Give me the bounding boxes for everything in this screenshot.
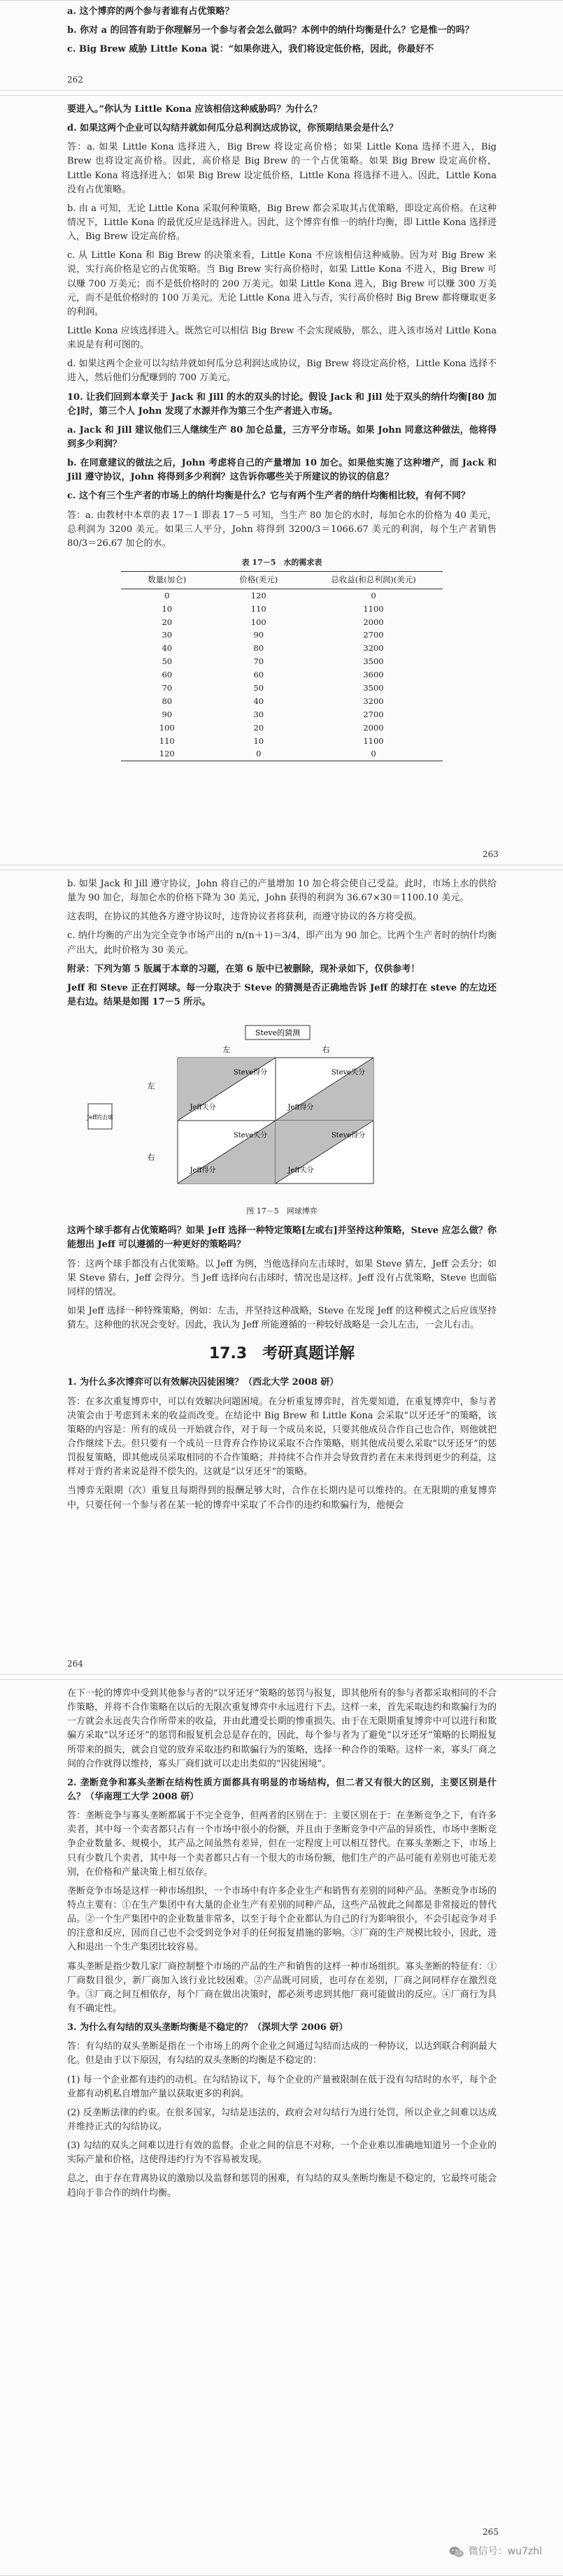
- table-cell: 2000: [363, 722, 384, 733]
- exam-answer-2-oligopoly: 寡头垄断是指少数几家厂商控制整个市场的产品的生产和销售的这样一种市场组织。寡头垄断的特征有：①厂商数目很少，新厂商加入该行业比较困难。②产品既可同质，也可存在差别，厂商之间同样存在激烈竞争。③厂商之间互相依存，每个厂商在做出决策时，都必须考虑到其他厂商可能做出的反应。④厂商行为具有不确定性。: [67, 1961, 497, 2014]
- table-cell: 50: [253, 683, 264, 693]
- section-title: 17.3 考研真题详解: [208, 1345, 355, 1363]
- question-b: b. 你对 a 的回答有助于你理解另一个参与者会怎么做吗？本例中的纳什均衡是什么？它是惟一的吗？: [67, 25, 474, 36]
- table-row: [121, 642, 442, 655]
- table-row: [121, 628, 442, 642]
- matrix-row-label: 左: [147, 1081, 155, 1091]
- tennis-game-matrix: [67, 1021, 375, 1196]
- table-cell: 120: [250, 590, 266, 600]
- page-262-content: [67, 5, 497, 62]
- page-263-content: [67, 103, 497, 761]
- matrix-col-label: 左: [222, 1045, 231, 1055]
- table-cell: 100: [250, 617, 266, 627]
- question-c: c. Big Brew 威胁 Little Kona 说：“如果你进入，我们将设定低价格，因此，你最好不: [67, 44, 434, 55]
- table-row: [121, 721, 442, 735]
- page-number: 263: [483, 849, 499, 859]
- watermark-text: 微信号：wu7zhl: [468, 2546, 542, 2558]
- table-cell: 100: [159, 722, 175, 733]
- exam-question-1: 1. 为什么多次博弈可以有效解决囚徒困境？（西北大学 2008 研）: [67, 1377, 339, 1388]
- table-cell: 3600: [363, 670, 384, 680]
- table-row: [121, 589, 442, 602]
- table-row: [121, 682, 442, 695]
- appendix-note: 附录：下列为第 5 版属于本章的习题，在第 6 版中已被删除，现补录如下，仅供参考！: [67, 963, 420, 974]
- question-a: a. 这个博弈的两个参与者谁有占优策略？: [67, 6, 234, 17]
- table-row: [121, 708, 442, 721]
- demand-table: [121, 571, 442, 761]
- table-cell: 30: [162, 630, 173, 640]
- cell-upper-payoff: Steve得分: [331, 1132, 366, 1140]
- table-cell: 30: [253, 709, 264, 719]
- table-cell: 1100: [363, 603, 384, 614]
- cell-lower-payoff: Jeff失分: [190, 1104, 216, 1112]
- answer-a: 答：a. 如果 Little Kona 选择进入，Big Brew 将设定高价格；如果 Little Kona 选择不进入，Big Brew 也将设定高价格。因此，高价格是 Big Brew 的一个占优策略。如果 Big Brew 设定高价格，Little Kona 将选择进入；如果 Big Brew 设定低价格，Little Kona 将选择不进入。因此，Little Kona 没有占优策略。: [67, 142, 497, 195]
- page-265: [0, 1679, 563, 2576]
- question-10b: b. 在同意建议的做法之后，John 考虑将自己的产量增加 10 加仑。如果他实施了这种增产，而 Jack 和 Jill 遵守协议，John 将得到多少利润？这告诉你哪些关于所建议的协议的信息？: [67, 458, 497, 483]
- exam-answer-2-monopolistic: 垄断竞争市场是这样一种市场组织，一个市场中有许多企业生产和销售有差别的同种产品。垄断竞争市场的特点主要有：①在生产集团中有大量的企业生产有差别的同种产品，这些产品彼此之间都是非常接近的替代品。②一个生产集团中的企业数量非常多，以至于每个企业都认为自己的行为影响很小，不会引起竞争对手的注意和反应，因而自己也不会受到竞争对手的任何报复措施的影响。③厂商的生产规模比较小，因此，进入和退出一个生产集团比较容易。: [67, 1885, 497, 1953]
- table-cell: 120: [121, 747, 213, 761]
- answer-10b: b. 如果 Jack 和 Jill 遵守协议，John 将自己的产量增加 10 加仑将会使自己受益。此时，市场上水的供给量为 90 加仑，每加仑水的价格下降为 30 美元，John 获得的利润为 36.67×30＝1100.10 美元。: [67, 879, 497, 904]
- answer-10c: c. 纳什均衡的产出为完全竞争市场产出的 n/(n＋1)＝3/4，即产出为 90 加仑。比两个生产者时的纳什均衡产出大，此时价格为 30 美元。: [67, 930, 497, 956]
- table-header-row: [121, 571, 442, 589]
- cell-lower-payoff: Jeff得分: [190, 1167, 216, 1175]
- matrix-row-label: 右: [147, 1153, 155, 1163]
- answer-c: c. 从 Little Kona 和 Big Brew 的决策来看，Little Kona 不应该相信这种威胁。因为对 Big Brew 来说，实行高价格是它的占优策略。当 Big Brew 实行高价格时，如果 Little Kona 不进入，Big Brew 可以赚 700 万美元；而不是低价格时的 200 万美元。如果 Little Kona 进入，Big Brew 可以赚 300 万美元，而不是低价格时的 100 万美元。无论 Little Kona 进入与否，实行高价格时 Big Brew 都将赚取更多的利润。: [67, 250, 497, 317]
- table-cell: 0: [304, 747, 442, 761]
- page-265-content: [67, 1687, 497, 2206]
- table-row: [121, 668, 442, 682]
- question-10: 10. 让我们回到本章关于 Jack 和 Jill 的水的双头的讨论。假设 Jack 和 Jill 处于双头的纳什均衡[80 加仑]时，第三个人 John 发现了水源并作为第三个生产者进入市场。: [67, 391, 497, 417]
- watermark: [449, 2545, 542, 2560]
- table-cell: 70: [162, 683, 173, 693]
- question-d: d. 如果这两个企业可以勾结并就如何瓜分总利润达成协议，你预期结果会是什么？: [67, 123, 399, 134]
- page-number: 264: [67, 1659, 83, 1669]
- table-cell: 70: [253, 656, 264, 667]
- table-header: 数量(加仑): [121, 571, 213, 589]
- table-cell: 3500: [363, 656, 384, 667]
- tennis-answer: 答：这两个球手都没有占优策略。以 Jeff 为例，当他选择向左击球时，如果 Steve 猜左，Jeff 会丢分；如果 Steve 猜右，Jeff 会得分。当 Jeff 选择向右击球时，情况也是这样。Jeff 没有占优策略，Steve 也面临同样的情况。: [67, 1258, 497, 1297]
- table-cell: 3200: [363, 643, 384, 654]
- table-cell: 80: [162, 696, 173, 706]
- table-cell: 50: [162, 656, 173, 667]
- matrix-top-label: Steve的猜测: [255, 1028, 301, 1038]
- table-row: [121, 655, 442, 668]
- table-cell: 40: [253, 696, 264, 706]
- page-number: 265: [483, 2527, 499, 2537]
- table-cell: 60: [162, 670, 173, 680]
- table-row: [121, 695, 442, 708]
- tennis-question: Jeff 和 Steve 正在打网球。每一分取决于 Steve 的猜测是否正确地告诉 Jeff 的球打在 steve 的左边还是右边。结果是如图 17－5 所示。: [67, 982, 497, 1007]
- table-cell: 20: [162, 617, 173, 627]
- wechat-icon: [449, 2546, 464, 2559]
- table-cell: 10: [253, 735, 264, 746]
- table-cell: 1100: [363, 735, 384, 746]
- exam-question-3: 3. 为什么有勾结的双头垄断均衡是不稳定的？（深圳大学 2006 研）: [67, 2022, 348, 2034]
- page-262: [0, 0, 563, 91]
- page-264-content: [67, 877, 497, 1518]
- matrix-col-label: 右: [322, 1045, 330, 1055]
- cell-upper-payoff: Steve得分: [233, 1069, 268, 1077]
- table-cell: 80: [253, 643, 264, 654]
- table-row: [121, 747, 442, 761]
- table-cell: 0: [371, 590, 376, 600]
- cell-lower-payoff: Jeff得分: [287, 1104, 314, 1112]
- table-row: [121, 735, 442, 748]
- exam-answer-3-point-3: (3) 勾结的双头之间难以进行有效的监督。企业之间的信息不对称，一个企业难以准确地知道另一个企业的实际产量和价格，这使得违约行为不容易被发现。: [67, 2140, 497, 2166]
- exam-answer-1-2: 当博弈无限期（次）重复且每期得到的报酬足够大时，合作在长期内是可以维持的。在无限期的重复博弈中，只要任何一个参与者在某一轮的博弈中采取了不合作的违约和欺骗行为，他便会: [67, 1485, 497, 1511]
- question-10a: a. Jack 和 Jill 建议他们三人继续生产 80 加仑总量，三方平分市场。如果 John 同意这种做法，他将得到多少利润？: [67, 424, 497, 449]
- exam-answer-1: 答：在多次重复博弈中，可以有效解决问题困境。在分析重复博弈时，首先要知道，在重复博弈中，参与者决策会由于考虑到未来的收益而改变。在结论中 Big Brew 和 Little Kona 会采取“以牙还牙”的策略，该策略的内容是：所有的成员一开始就合作，对于每一个成员来说，只要其他成员合作自己也合作，则他就把合作继续下去。但只要有一个成员一旦背弃合作协议采取不合作策略，则其他成员要么采取“以牙还牙”的惩罚报复策略，即其他成员采取相同的不合作策略；并持续不合作并会导致背约者在未来得到更少的利益，这样对于背约者来说是得不偿失的。这就是“以牙还牙”的策略。: [67, 1396, 497, 1478]
- answer-b: b. 由 a 可知，无论 Little Kona 采取何种策略，Big Brew 都会采取其占优策略，即设定高价格。在这种情况下，Little Kona 的最优反应是选择进入。因此，这个博弈有惟一的纳什均衡，即 Little Kona 选择进入，Big Brew 设定高价格。: [67, 203, 497, 243]
- table-cell: 90: [162, 709, 173, 719]
- exam-answer-3-point-1: (1) 每一个企业都有违约的动机。在勾结协议下，每个企业的产量被限制在低于没有勾结时的水平，每个企业都有动机私自增加产量以获取更多的利润。: [67, 2074, 497, 2099]
- table-cell: 90: [253, 630, 264, 640]
- table-cell: 0: [213, 747, 304, 761]
- exam-answer-3-point-2: (2) 反垄断法律的约束。在很多国家，勾结是违法的，政府会对勾结行为进行处罚，所以企业之间难以达成并维持正式的勾结协议。: [67, 2107, 497, 2132]
- table-cell: 20: [253, 722, 264, 733]
- matrix-side-label: Jeff的击球: [87, 1114, 113, 1121]
- table-row: [121, 603, 442, 616]
- table-cell: 3500: [363, 683, 384, 693]
- table-cell: 40: [162, 643, 173, 654]
- table-cell: 3200: [363, 696, 384, 706]
- tennis-followup-question: 这两个球手都有占优策略吗？如果 Jeff 选择一种特定策略[左或右]并坚持这种策略，Steve 应怎么做？你能想出 Jeff 可以遵循的一种更好的策略吗？: [67, 1225, 497, 1251]
- question-c-continued: 要进入。”你认为 Little Kona 应该相信这种威胁吗？为什么？: [67, 104, 322, 115]
- answer-c-2: Little Kona 应该选择进入。既然它可以相信 Big Brew 不会实现威胁，那么，进入该市场对 Little Kona 来说是有利可图的。: [67, 325, 497, 351]
- answer-d: d. 如果这两个企业可以勾结并就如何瓜分总利润达成协议，Big Brew 将设定高价格，Little Kona 选择不进入，然后他们分配赚到的 700 万美元。: [67, 359, 497, 384]
- table-cell: 10: [162, 603, 173, 614]
- answer-10a: 答：a. 由教材中本章的表 17－1 即表 17－5 可知，当生产 80 加仑的水时，每加仑水的价格为 40 美元，总利润为 3200 美元。如果三人平分，John 将得到 3200/3＝1066.67 美元的利润，每个生产者销售 80/3＝26.67 加仑的水。: [67, 510, 497, 549]
- cell-upper-payoff: Steve失分: [233, 1132, 268, 1140]
- table-cell: 110: [250, 603, 266, 614]
- page-264: [0, 870, 563, 1675]
- cell-lower-payoff: Jeff失分: [287, 1167, 314, 1175]
- page-number: 262: [67, 75, 83, 85]
- table-caption: 表 17－5 水的需求表: [241, 557, 322, 567]
- answer-10b-2: 这表明，在协议的其他各方遵守协议时，违背协议者将获利，而遵守协议的各方将受损。: [67, 912, 422, 923]
- tennis-answer-2: 如果 Jeff 选择一种特殊策略，例如：左击，并坚持这种战略，Steve 在发现 Jeff 的这种模式之后应该坚持猜左。这种他的状况会变好。因此，我认为 Jeff 所能遵循的一种较好战略是一会儿左击，一会儿右击。: [67, 1306, 497, 1331]
- exam-answer-3-summary: 总之，由于存在背离协议的激励以及监督和惩罚的困难，有勾结的双头垄断均衡是不稳定的，它最终可能会趋向于非合作的纳什均衡。: [67, 2173, 497, 2199]
- table-cell: 60: [253, 670, 264, 680]
- question-10c: c. 这个有三个生产者的市场上的纳什均衡是什么？它与有两个生产者的纳什均衡相比较，有何不同？: [67, 491, 470, 502]
- exam-answer-3: 答：有勾结的双头垄断是指在一个市场上的两个企业之间通过勾结而达成的一种协议，以达到联合利润最大化。但是由于以下原因，有勾结的双头垄断的均衡是不稳定的：: [67, 2041, 497, 2066]
- cell-upper-payoff: Steve失分: [331, 1069, 366, 1077]
- figure-caption: 图 17－5 网球博弈: [246, 1207, 318, 1216]
- table-cell: 110: [159, 735, 175, 746]
- exam-answer-1-continued: 在下一轮的博弈中受到其他参与者的“以牙还牙”策略的惩罚与报复，即其他所有的参与者都采取相同的不合作策略，并将不合作策略在以后的无限次重复博弈中永远进行下去。这样一来，首先采取违约和欺骗行为的一方就会永远丧失合作所带来的收益，并由此遭受长期的惨重损失。由于在无限期重复博弈中可以进行和欺骗方采取“以牙还牙”的惩罚和报复机会总是存在的，因此，每个参与者为了避免“以牙还牙”策略的长期报复所带来的损失，就会自觉的放弃采取违约和欺骗行为的策略，选择一种合作的策略。这样一来，寡头厂商之间的合作就得以维持，寡头厂商们就可以走出类似的“囚徒困境”。: [67, 1688, 497, 1769]
- table-cell: 2000: [363, 617, 384, 627]
- exam-question-2: 2. 垄断竞争和寡头垄断在结构性质方面都具有明显的市场结构，但二者又有很大的区别，主要区别是什么？（华南理工大学 2008 研）: [67, 1777, 497, 1802]
- table-row: [121, 616, 442, 629]
- table-header: 价格(美元): [213, 571, 304, 589]
- table-cell: 2700: [363, 709, 384, 719]
- exam-answer-2: 答：垄断竞争与寡头垄断都属于不完全竞争，但两者的区别在于：主要区别在于：在垄断竞争之下，有许多卖者，其中每一个卖者都只占有一个市场中很小的份额，并且由于垄断竞争中产品的异质性，市场中垄断竞争企业数量多、规模小，其产品之间虽然有差异，但在一定程度上可以相互替代。在寡头垄断之下，市场上只有少数几个卖者，其中每一个卖者都只占有一个很大的市场份额，他们生产的产品可能有差别也可能无差别，在价格和产量决策上相互依存。: [67, 1811, 497, 1878]
- table-header: 总收益(和总利润)(美元): [304, 571, 442, 589]
- page-263: [0, 95, 563, 865]
- table-cell: 2700: [363, 630, 384, 640]
- table-cell: 0: [164, 590, 170, 600]
